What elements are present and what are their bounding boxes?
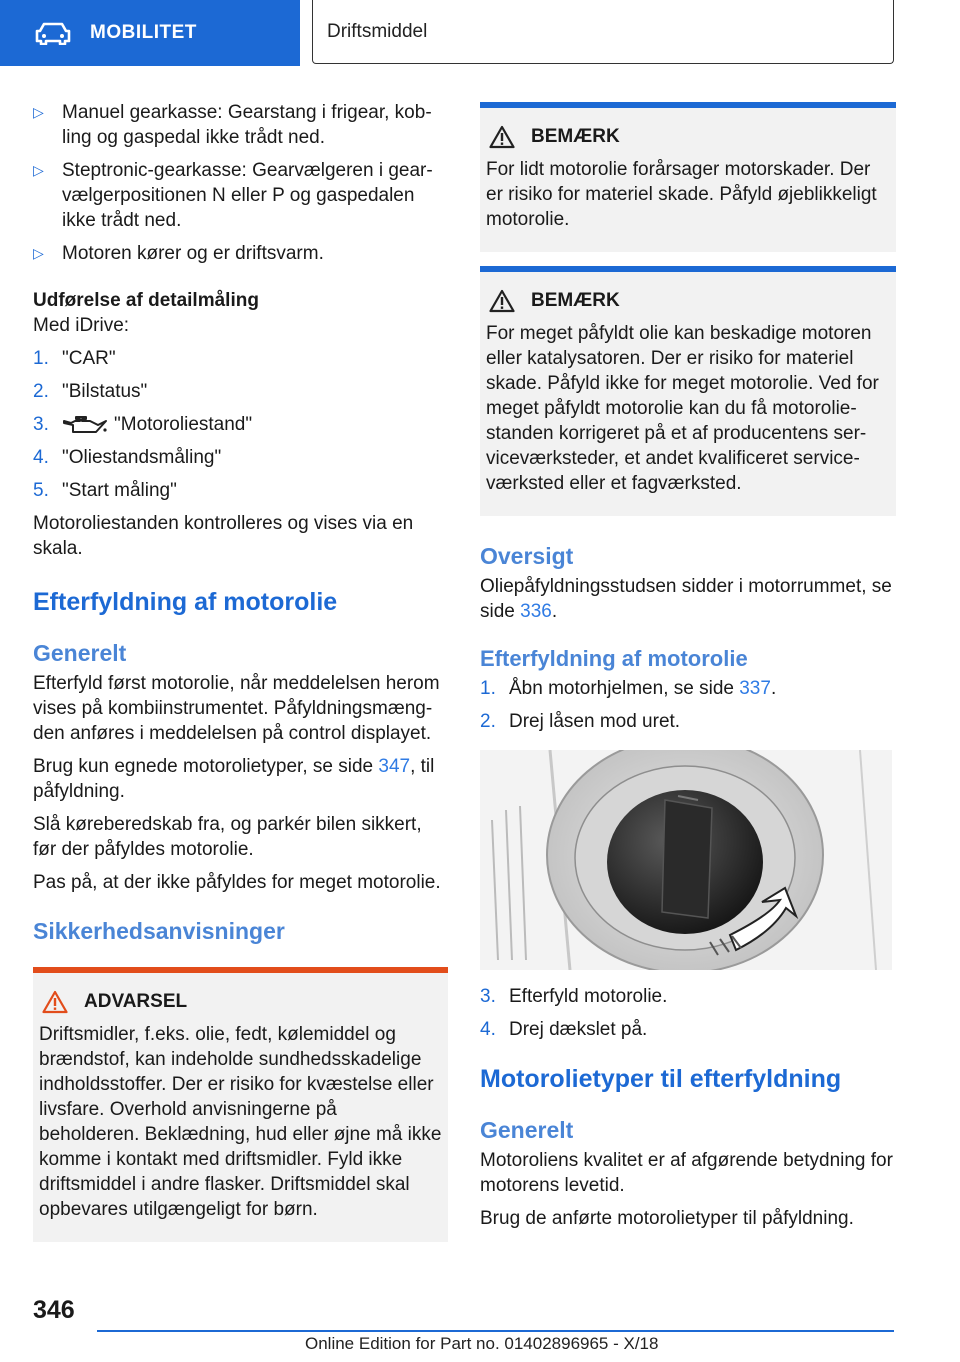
paragraph: Oliepåfyldningsstudsen sidder i motorrummet, se side 336. bbox=[480, 576, 892, 622]
paragraph: Motoroliens kvalitet er af afgørende betydning for motorens levetid. bbox=[480, 1150, 893, 1196]
section-tab[interactable] bbox=[0, 0, 300, 66]
section-label: MOBILITET bbox=[90, 22, 197, 43]
list-item: 1. "CAR" bbox=[33, 348, 116, 369]
warning-triangle-icon bbox=[42, 990, 68, 1014]
paragraph: Brug kun egnede motorolietyper, se side 347, til påfyldning. bbox=[33, 756, 435, 802]
page-link-337[interactable]: 337 bbox=[739, 678, 771, 699]
list-item: 1. Åbn motorhjelmen, se side 337. bbox=[480, 678, 777, 699]
triangle-bullet-icon: ▷ bbox=[33, 162, 44, 178]
condition-list bbox=[33, 100, 448, 266]
list-item: ▷ Steptronic-gearkasse: Gearvælgeren i gearvælgerpositionen N eller P og gaspedalen ikke trådt ned. bbox=[33, 160, 433, 231]
warning-title: ADVARSEL bbox=[84, 991, 188, 1012]
caution-triangle-icon bbox=[489, 125, 515, 149]
list-item: 3. "Motoroliestand" bbox=[33, 414, 253, 435]
caution-triangle-icon bbox=[489, 289, 515, 313]
note-text: For lidt motorolie forårsager motorskader. Der er risiko for materiel skade. Påfyld øjeblikkeligt motorolie. bbox=[486, 159, 877, 230]
note-box bbox=[480, 102, 896, 252]
section-heading: Motorolietyper til efterfyldning bbox=[480, 1065, 842, 1093]
list-item: ▷ Motoren kører og er driftsvarm. bbox=[33, 243, 324, 264]
detail-heading: Udførelse af detailmåling bbox=[33, 290, 259, 311]
footer-divider bbox=[97, 1330, 894, 1332]
oil-can-icon bbox=[62, 415, 108, 435]
refill-steps-continued bbox=[480, 984, 896, 1042]
list-item: 3. Efterfyld motorolie. bbox=[480, 986, 668, 1007]
page-number: 346 bbox=[33, 1296, 75, 1324]
subheading-overview: Oversigt bbox=[480, 543, 574, 569]
paragraph: Brug de anførte motorolietyper til påfyldning. bbox=[480, 1208, 854, 1229]
note-title: BEMÆRK bbox=[531, 290, 620, 311]
list-item: 2. "Bilstatus" bbox=[33, 381, 148, 402]
section-heading: Efterfyldning af motorolie bbox=[33, 588, 338, 616]
chapter-title bbox=[312, 0, 894, 64]
note-title: BEMÆRK bbox=[531, 126, 620, 147]
subheading-safety: Sikkerhedsanvisninger bbox=[33, 918, 285, 944]
right-column bbox=[480, 100, 896, 1239]
page-link-336[interactable]: 336 bbox=[520, 601, 552, 622]
chapter-label: Driftsmiddel bbox=[327, 20, 428, 42]
subheading-general: Generelt bbox=[33, 640, 127, 666]
oil-cap-illustration bbox=[480, 750, 892, 970]
left-column bbox=[33, 100, 448, 1242]
warning-text: Driftsmidler, f.eks. olie, fedt, kølemiddel og brændstof, kan indeholde sundhedsskadelige indholdsstoffer. Der er risiko for kvæstelse eller livsfare. Overhold anvisningerne på beholderen. Beklædning, hud eller øjne må ikke komme i kontakt med driftsmidler. Fyld ikke driftsmiddel i andre flasker. Driftsmiddel skal opbevares utilgængeligt for børn. bbox=[39, 1024, 442, 1220]
list-item: 4. "Oliestandsmåling" bbox=[33, 447, 222, 468]
paragraph: Pas på, at der ikke påfyldes for meget motorolie. bbox=[33, 872, 441, 893]
warning-box bbox=[33, 967, 448, 1242]
subheading-refill: Efterfyldning af motorolie bbox=[480, 646, 748, 671]
scale-text: Motoroliestanden kontrolleres og vises via en skala. bbox=[33, 513, 414, 559]
list-item: 4. Drej dækslet på. bbox=[480, 1019, 648, 1040]
idrive-steps bbox=[33, 346, 448, 503]
refill-steps bbox=[480, 676, 896, 734]
car-icon bbox=[34, 21, 72, 45]
page-link-347[interactable]: 347 bbox=[378, 756, 411, 777]
idrive-intro: Med iDrive: bbox=[33, 315, 130, 336]
note-text: For meget påfyldt olie kan beskadige motoren eller katalysatoren. Der er risiko for materiel skade. Påfyld ikke for meget motorolie. Ved for meget påfyldt motorolie kan du få motoroliestanden korrigeret på et af producentens serviceværksteder, et andet kvalificeret serviceværksted eller et fagværksted. bbox=[486, 323, 879, 494]
list-item: 5. "Start måling" bbox=[33, 480, 177, 501]
triangle-bullet-icon: ▷ bbox=[33, 245, 44, 261]
list-item: ▷ Manuel gearkasse: Gearstang i frigear, kobling og gaspedal ikke trådt ned. bbox=[33, 102, 432, 148]
paragraph: Slå køreberedskab fra, og parkér bilen sikkert, før der påfyldes motorolie. bbox=[33, 814, 422, 860]
edition-note: Online Edition for Part no. 01402896965 - X/18 bbox=[305, 1334, 659, 1353]
note-box bbox=[480, 266, 896, 516]
triangle-bullet-icon: ▷ bbox=[33, 104, 44, 120]
paragraph: Efterfyld først motorolie, når meddelelsen herom vises på kombiinstrumentet. Påfyldningsmængden anføres i meddelelsen på control displayet. bbox=[33, 673, 440, 744]
oil-cap-photo bbox=[480, 750, 892, 970]
list-item: 2. Drej låsen mod uret. bbox=[480, 711, 681, 732]
subheading-general: Generelt bbox=[480, 1117, 574, 1143]
